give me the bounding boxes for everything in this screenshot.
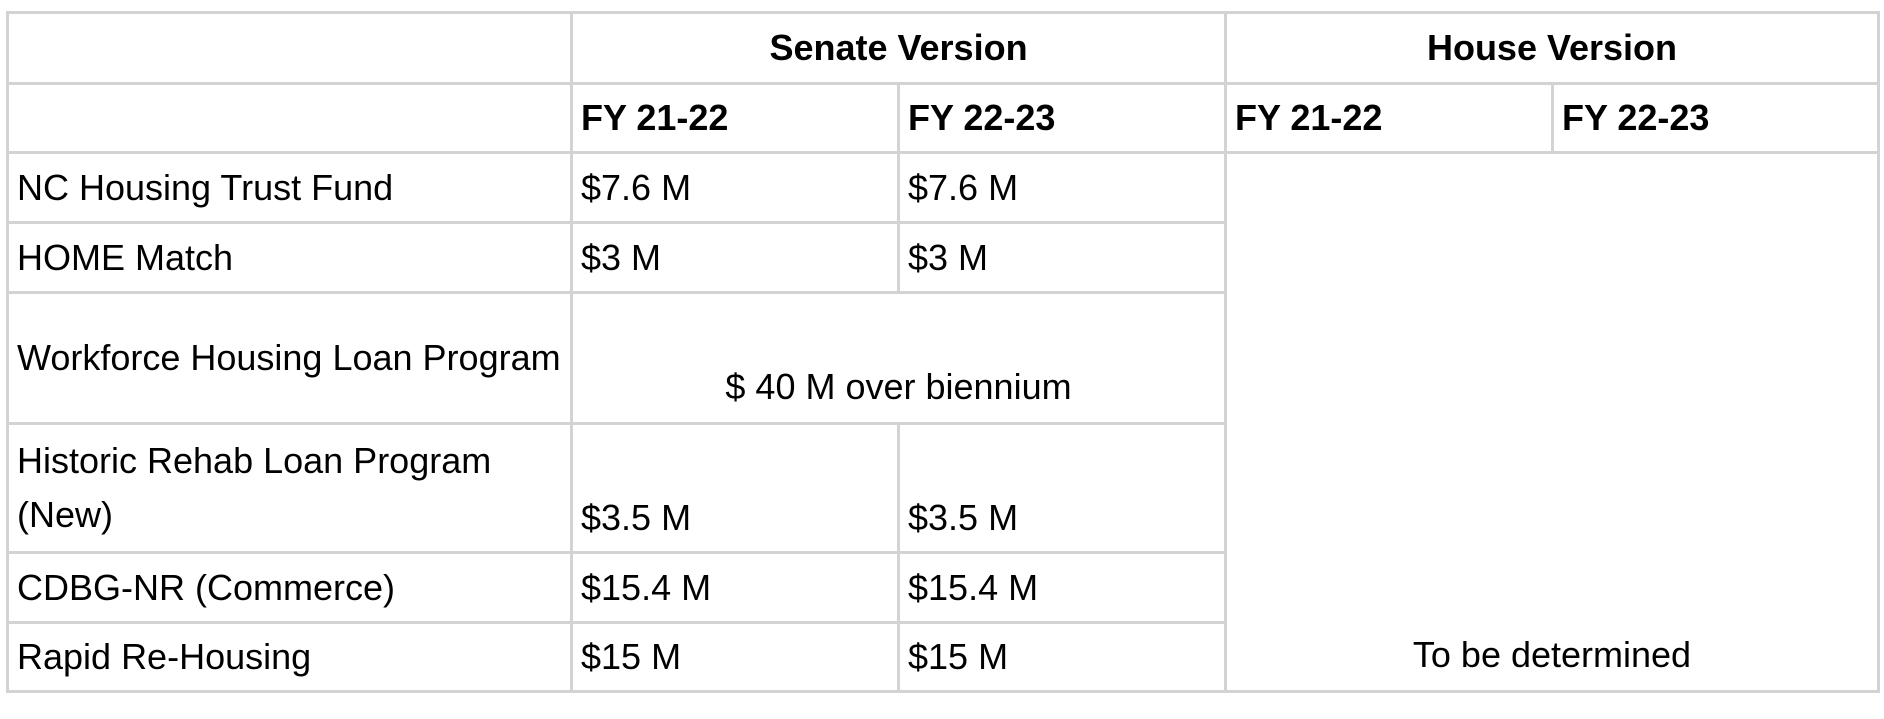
senate-combined-value: $ 40 M over biennium bbox=[572, 293, 1226, 424]
senate-fy1-value: $3.5 M bbox=[572, 424, 899, 553]
empty-corner-cell bbox=[8, 13, 572, 84]
program-name-cell: CDBG-NR (Commerce) bbox=[8, 553, 572, 623]
senate-fy1-value: $7.6 M bbox=[572, 153, 899, 223]
program-name-cell: Historic Rehab Loan Program (New) bbox=[8, 424, 572, 553]
senate-fy2-value: $3.5 M bbox=[899, 424, 1226, 553]
house-version-header: House Version bbox=[1226, 13, 1879, 84]
senate-fy2-value: $7.6 M bbox=[899, 153, 1226, 223]
table-row bbox=[8, 153, 1879, 223]
senate-fy2-value: $15.4 M bbox=[899, 553, 1226, 623]
program-name-cell: HOME Match bbox=[8, 223, 572, 293]
program-name-cell: NC Housing Trust Fund bbox=[8, 153, 572, 223]
senate-fy2-value: $15 M bbox=[899, 623, 1226, 692]
fiscal-year-header-row bbox=[8, 84, 1879, 153]
budget-table bbox=[6, 11, 1880, 693]
senate-fy2-header: FY 22-23 bbox=[899, 84, 1226, 153]
senate-fy2-value: $3 M bbox=[899, 223, 1226, 293]
program-name-cell: Rapid Re-Housing bbox=[8, 623, 572, 692]
empty-label-cell bbox=[8, 84, 572, 153]
senate-fy1-value: $15 M bbox=[572, 623, 899, 692]
version-header-row bbox=[8, 13, 1879, 84]
house-fy2-header: FY 22-23 bbox=[1553, 84, 1879, 153]
senate-fy1-value: $3 M bbox=[572, 223, 899, 293]
house-fy1-header: FY 21-22 bbox=[1226, 84, 1553, 153]
senate-fy1-value: $15.4 M bbox=[572, 553, 899, 623]
house-tbd-cell: To be determined bbox=[1226, 153, 1879, 692]
program-name-cell: Workforce Housing Loan Program bbox=[8, 293, 572, 424]
senate-version-header: Senate Version bbox=[572, 13, 1226, 84]
senate-fy1-header: FY 21-22 bbox=[572, 84, 899, 153]
